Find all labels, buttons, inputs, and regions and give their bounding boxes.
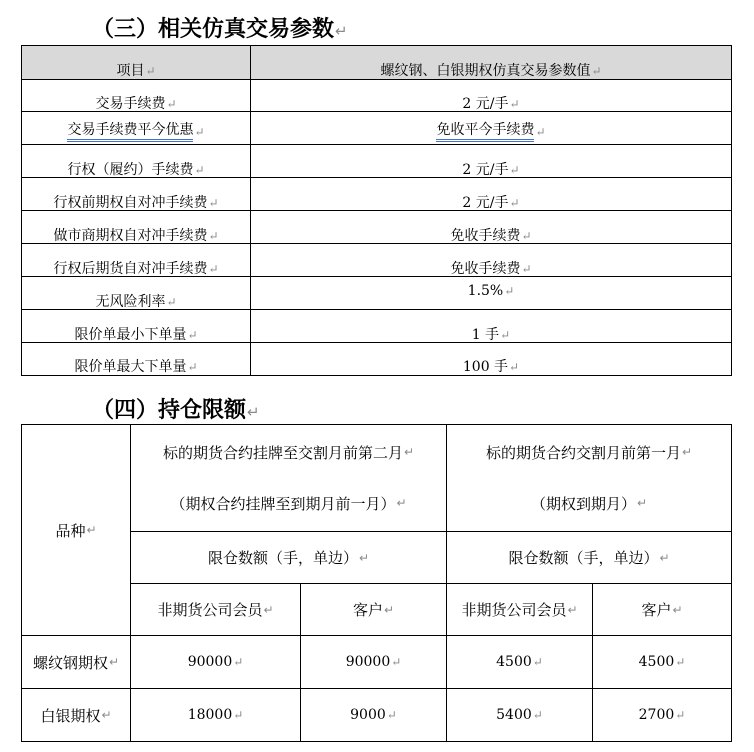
- paragraph-mark-icon: ↵: [675, 708, 686, 722]
- paragraph-mark-icon: ↵: [208, 196, 219, 210]
- paragraph-mark-icon: ↵: [208, 262, 219, 276]
- period-1-line-1: [131, 439, 446, 465]
- variety-name: [22, 636, 130, 688]
- paragraph-mark-icon: ↵: [187, 328, 198, 342]
- client-label-text: 客户: [352, 601, 383, 619]
- param-name: [22, 79, 250, 112]
- param-value-text: 免收平今手续费: [436, 122, 534, 142]
- param-name: [22, 310, 250, 343]
- paragraph-mark-icon: ↵: [208, 229, 219, 243]
- paragraph-mark-icon: ↵: [194, 124, 205, 139]
- param-name-text: 交易手续费平今优惠: [67, 122, 193, 142]
- paragraph-mark-icon: ↵: [335, 22, 348, 40]
- member-label-text: 非期货公司会员: [157, 601, 263, 619]
- limit-value: [447, 689, 592, 741]
- paragraph-mark-icon: ↵: [521, 262, 532, 276]
- client-label-2: [593, 584, 731, 635]
- param-value: [251, 310, 731, 343]
- paragraph-mark-icon: ↵: [659, 550, 670, 565]
- section-3-title: （三）相关仿真交易参数: [92, 17, 335, 42]
- member-label-1: [131, 584, 300, 635]
- limit-value-text: 90000: [187, 654, 233, 670]
- paragraph-mark-icon: ↵: [263, 602, 274, 617]
- paragraph-mark-icon: ↵: [386, 708, 397, 722]
- period-2-line-2-text: （期权到期月）: [530, 494, 636, 513]
- param-value: [251, 343, 731, 375]
- section-4-heading: [92, 393, 260, 424]
- limit-label-text: 限仓数额（手，单边）: [207, 549, 358, 567]
- limit-value-text: 4500: [638, 654, 675, 670]
- variety-name: [22, 689, 130, 741]
- header-item: [22, 46, 250, 79]
- period-1-line-1-text: 标的期货合约挂牌至交割月前第二月: [162, 443, 403, 462]
- position-limits-table: [21, 424, 732, 742]
- variety-name-text: 螺纹钢期权: [32, 653, 108, 672]
- paragraph-mark-icon: ↵: [509, 196, 520, 210]
- paragraph-mark-icon: ↵: [675, 655, 686, 669]
- paragraph-mark-icon: ↵: [636, 496, 648, 510]
- param-name: [22, 343, 250, 375]
- param-name-text: 做市商期权自对冲手续费: [53, 228, 208, 244]
- paragraph-mark-icon: ↵: [233, 655, 244, 669]
- param-name-text: 交易手续费: [95, 96, 166, 112]
- limit-value: [301, 689, 446, 741]
- param-value: [251, 277, 731, 310]
- param-name: [22, 112, 250, 145]
- limit-value: [593, 636, 731, 688]
- paragraph-mark-icon: ↵: [396, 496, 407, 510]
- param-value: [251, 211, 731, 244]
- paragraph-mark-icon: ↵: [358, 550, 370, 565]
- paragraph-mark-icon: ↵: [194, 163, 205, 177]
- period-2-line-1: [447, 439, 731, 465]
- paragraph-mark-icon: ↵: [504, 284, 515, 298]
- param-name-text: 限价单最小下单量: [74, 327, 187, 343]
- param-name-text: 限价单最大下单量: [74, 359, 187, 375]
- paragraph-mark-icon: ↵: [101, 708, 112, 722]
- paragraph-mark-icon: ↵: [391, 655, 402, 669]
- param-name: [22, 178, 250, 211]
- paragraph-mark-icon: ↵: [509, 163, 520, 177]
- param-value: [251, 79, 731, 112]
- paragraph-mark-icon: ↵: [532, 708, 543, 722]
- param-value-text: 免收手续费: [450, 261, 521, 277]
- paragraph-mark-icon: ↵: [672, 602, 683, 617]
- period-1-line-2: [131, 490, 446, 516]
- header-item-label: 项目: [116, 63, 145, 79]
- paragraph-mark-icon: ↵: [108, 655, 120, 669]
- paragraph-mark-icon: ↵: [591, 64, 602, 78]
- limit-label-text: 限仓数额（手，单边）: [508, 549, 659, 567]
- paragraph-mark-icon: ↵: [567, 602, 578, 617]
- header-value: [251, 46, 731, 79]
- param-value-text: 100 手: [462, 359, 509, 375]
- param-name-text: 无风险利率: [95, 294, 166, 310]
- paragraph-mark-icon: ↵: [166, 295, 177, 309]
- limit-label-2: [447, 532, 731, 583]
- header-value-label: 螺纹钢、白银期权仿真交易参数值: [380, 63, 591, 79]
- variety-label: 品种: [55, 521, 86, 540]
- paragraph-mark-icon: ↵: [509, 97, 520, 111]
- param-value-text: 1 手: [471, 327, 500, 343]
- client-label-text: 客户: [641, 601, 672, 619]
- param-name-text: 行权前期权自对冲手续费: [53, 195, 208, 211]
- param-value-text: 2 元/手: [462, 195, 509, 211]
- period-1-line-2-text: （期权合约挂牌至到期月前一月）: [170, 494, 396, 513]
- param-name-text: 行权后期货自对冲手续费: [53, 261, 208, 277]
- limit-value: [301, 636, 446, 688]
- paragraph-mark-icon: ↵: [681, 445, 693, 459]
- param-value: [251, 178, 731, 211]
- paragraph-mark-icon: ↵: [521, 229, 532, 243]
- param-name: [22, 277, 250, 310]
- paragraph-mark-icon: ↵: [233, 708, 244, 722]
- section-3-heading: [92, 12, 348, 43]
- limit-label-1: [131, 532, 446, 583]
- param-name: [22, 211, 250, 244]
- param-value-text: 2 元/手: [462, 96, 509, 112]
- paragraph-mark-icon: ↵: [532, 655, 543, 669]
- limit-value: [131, 636, 300, 688]
- param-value: [251, 244, 731, 277]
- paragraph-mark-icon: ↵: [509, 360, 520, 374]
- limit-value: [447, 636, 592, 688]
- paragraph-mark-icon: ↵: [166, 97, 177, 111]
- member-label-2: [447, 584, 592, 635]
- period-2-line-1-text: 标的期货合约交割月前第一月: [485, 443, 681, 462]
- paragraph-mark-icon: ↵: [247, 403, 260, 421]
- param-value-text: 免收手续费: [450, 228, 521, 244]
- paragraph-mark-icon: ↵: [86, 523, 97, 537]
- paragraph-mark-icon: ↵: [500, 328, 511, 342]
- member-label-text: 非期货公司会员: [461, 601, 567, 619]
- client-label-1: [301, 584, 446, 635]
- section-4-title: （四）持仓限额: [92, 398, 247, 423]
- param-name: [22, 244, 250, 277]
- period-2-line-2: [447, 490, 731, 516]
- limit-value-text: 5400: [496, 707, 532, 723]
- variety-header: [22, 425, 130, 635]
- paragraph-mark-icon: ↵: [403, 445, 415, 459]
- paragraph-mark-icon: ↵: [535, 124, 546, 139]
- param-value-text: 1.5%: [467, 283, 504, 299]
- param-name-text: 行权（履约）手续费: [67, 162, 194, 178]
- simulation-parameters-table: [21, 45, 732, 376]
- param-value: [251, 112, 731, 145]
- variety-name-text: 白银期权: [40, 706, 101, 725]
- paragraph-mark-icon: ↵: [187, 360, 198, 374]
- limit-value-text: 2700: [638, 707, 675, 723]
- paragraph-mark-icon: ↵: [145, 64, 156, 78]
- param-name: [22, 145, 250, 178]
- limit-value-text: 4500: [496, 654, 532, 670]
- param-value: [251, 145, 731, 178]
- limit-value-text: 90000: [345, 654, 391, 670]
- param-value-text: 2 元/手: [462, 162, 509, 178]
- paragraph-mark-icon: ↵: [383, 602, 395, 617]
- limit-value-text: 9000: [350, 707, 386, 723]
- limit-value-text: 18000: [187, 707, 233, 723]
- limit-value: [593, 689, 731, 741]
- limit-value: [131, 689, 300, 741]
